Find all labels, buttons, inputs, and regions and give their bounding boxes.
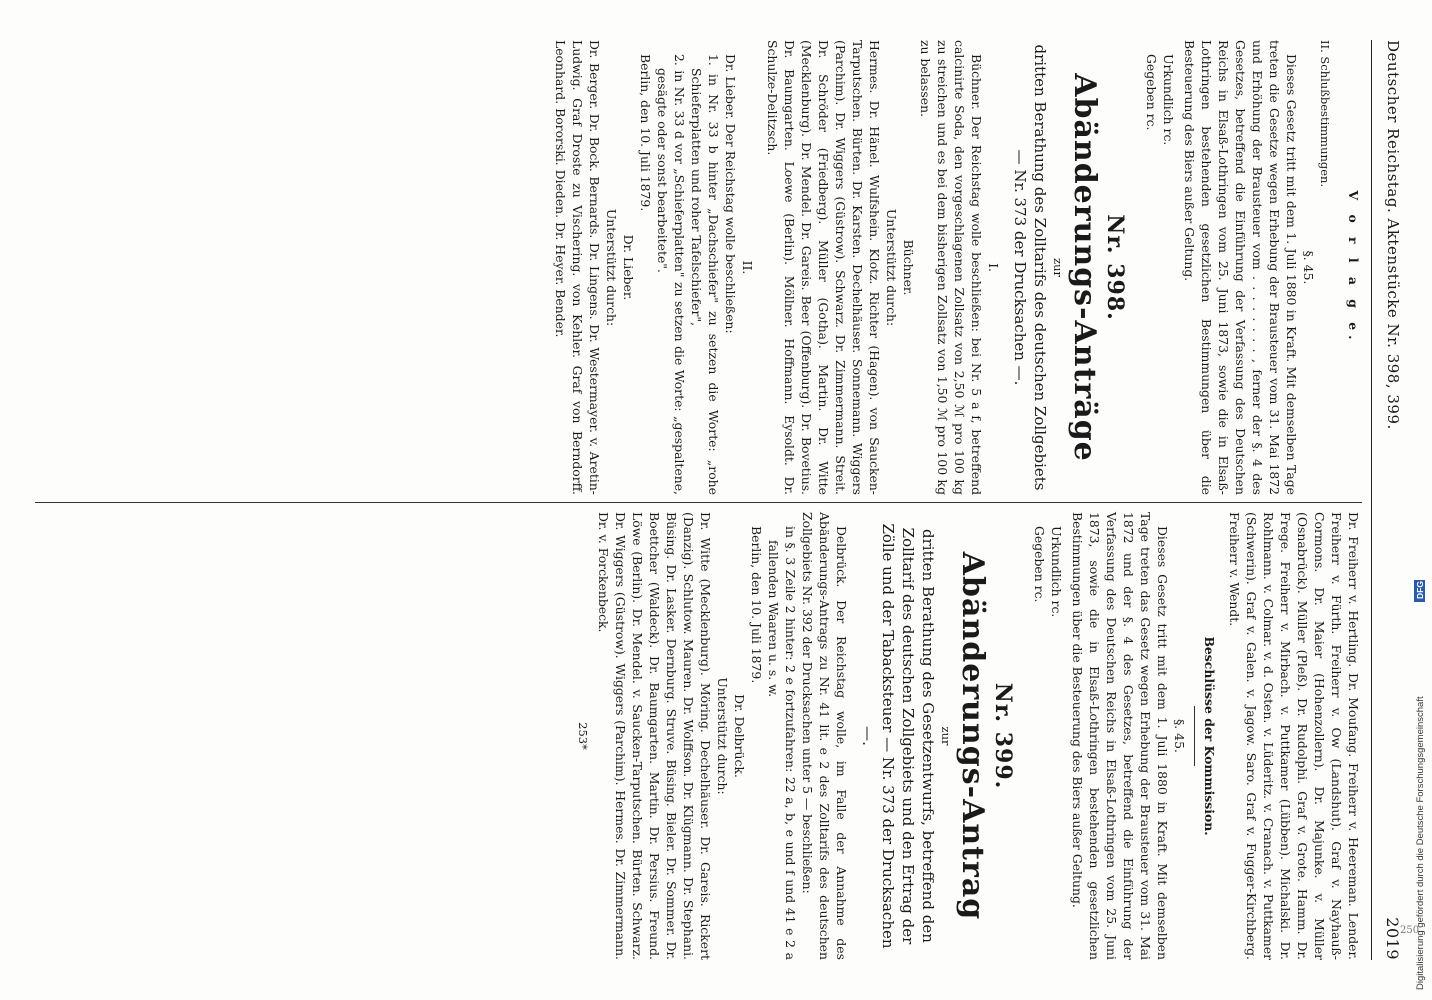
supported-by-label: Unterstützt durch: — [884, 208, 899, 327]
closing-line: Gegeben rc. — [1144, 54, 1159, 131]
document-number: Nr. 399. — [990, 682, 1016, 790]
document-title: Abänderungs-Antrag — [955, 551, 990, 921]
header-title: Deutscher Reichstag. Aktenstücke Nr. 398, 399. — [1384, 40, 1402, 430]
document-subtitle: dritten Berathung des Zolltarifs des deutschen Zollgebiets — Nr. 373 der Drucksachen —. — [1011, 44, 1049, 491]
column-divider — [35, 502, 1362, 503]
dfg-stamp-text: Digitalisierung gefördert durch die Deutsche Forschungsgemeinschaft — [1415, 696, 1426, 990]
dfg-logo-text: DFG — [1415, 581, 1425, 599]
motion-item: in §. 3 Zeile 2 hinter: 2 e fortzufahren: 22 a, b, e und f und 41 e 2 a fallenden Waaren u. s. w. — [766, 526, 798, 960]
section-heading: II. Schlußbestimmungen. — [1318, 40, 1332, 188]
supported-by-label: Unterstützt durch: — [715, 677, 730, 795]
document-title: Abänderungs-Anträge — [1067, 73, 1102, 462]
motion-item: 1. in Nr. 33 b hinter „Dachschiefer" zu setzen die Worte: „rohe Schieferplatten und roher Tafelschiefer", — [689, 54, 721, 495]
document-zur: zur — [939, 726, 953, 746]
paragraph-text: Dieses Gesetz tritt mit dem 1. Juli 1880 in Kraft. Mit demselben Tage treten das Gesetz wegen Erhebung der Brausteuer vom 31. Mai 1872 und der §. 4 des Gesetzes, betreffend die Einführung der Verfassung des Deutschen Reichs in Elsaß-Lothringen vom 25. Juni 1873, sowie die in Elsaß-Lothringen bestehenden gesetzlichen Bestimmungen über die Besteuerung des Biers außer Geltung. — [1070, 512, 1170, 960]
corner-mark: 250 — [1400, 925, 1420, 936]
supporters-list: Dr. Witte (Mecklenburg). Möring. Dechelhäuser. Dr. Gareis. Rickert (Danzig). Schlutow. Mauren. Dr. Wolffson. Dr. Klügmann. Dr. Stephani. Büsing. Dr. Lasker. Dernburg. Struve. Büsing. Bieler. Dr. Sommer. Dr. Boettcher (Waldeck). Dr. Baumgarten. Martin. Dr. Persius. Freund. Löwe (Berlin). Dr. Mendel. v. Saucken-Tarputschen. Bürten. Schwarz. Dr. Wiggers (Güstrow). Wiggers (Parchim). Hermes. Dr. Zimmermann. Dr. v. Forckenbeck. — [596, 512, 713, 960]
signature: Büchner. — [901, 239, 916, 296]
document-number: Nr. 398. — [1102, 214, 1128, 321]
supporters-list: Hermes. Dr. Hänel. Wulfshein. Klotz. Richter (Hagen). von Saucken-Tarputschen. Bürten. Dr. Karsten. Dechelhäuser. Sonnemann. Wiggers (Parchim). Dr. Wiggers (Güstrow). Schwarz. Dr. Zimmermann. Streit. Dr. Schröder (Friedberg). Müller (Gotha). Martin. Dr. Witte (Mecklenburg). Dr. Mendel. Dr. Gareis. Beer (Offenburg). Dr. Bovetius. Dr. Baumgarten. Loewe (Berlin). Möllner. Hoffmann. Eysoldt. Dr. Schulze-Delitzsch. — [765, 40, 882, 495]
paragraph-text: Dieses Gesetz tritt mit dem 1. Juli 1880 in Kraft. Mit demselben Tage treten die Gesetze wegen Erhebung der Brausteuer vom 31. Mai 1872 und Erhöhung der Brausteuer vom . . . . . . . . , ferner der §. 4 des Gesetzes, betreffend die Einführung der Verfassung des Deutschen Reichs in Elsaß-Lothringen vom 25. Juni 1873, sowie die in Elsaß-Lothringen bestehenden gesetzlichen Bestimmungen über die Besteuerung des Biers außer Geltung. — [1182, 40, 1299, 495]
left-column — [20, 40, 1362, 495]
running-header — [1371, 40, 1402, 960]
commission-heading: Beschlüsse der Kommission. — [1202, 636, 1217, 836]
roman-numeral: I. — [986, 263, 1001, 272]
motion-text: Dr. Lieber. Der Reichstag wolle beschließen: — [723, 54, 738, 334]
right-column — [20, 512, 1362, 960]
footer-mark: 253* — [576, 722, 590, 750]
paragraph-number: §. 45. — [1172, 719, 1187, 753]
vorlage-heading: V o r l a g e. — [1346, 190, 1361, 345]
divider — [1194, 706, 1195, 766]
signature: Dr. Lieber. — [621, 234, 636, 301]
motion-item: 2. in Nr. 33 d vor „Schieferplatten" zu setzen die Worte: „gespaltene, gesägte oder sonst bearbeitete". — [655, 54, 687, 495]
closing-line: Urkundlich rc. — [1049, 526, 1064, 618]
motion-date: Berlin, den 10. Juli 1879. — [749, 526, 764, 684]
document-subtitle: dritten Berathung des Gesetzentwurfs, betreffend den Zolltarif des deutschen Zollgebiets und den Ertrag der Zölle und der Tabacksteuer — Nr. 373 der Drucksachen —. — [859, 523, 937, 949]
dfg-stamp — [1414, 30, 1426, 990]
supporters-list: Dr. Berger. Dr. Bock. Bernards. Dr. Lingens. Dr. Westermayer. v. Aretin-Ludwig. Graf Droste zu Vischering. von Kehler. Graf von Berndorff. Leonhard. Bororski. Dieden. Dr. Heyer. Bender. — [553, 40, 602, 495]
closing-line: Urkundlich rc. — [1161, 54, 1176, 146]
motion-text: Delbrück. Der Reichstag wolle, im Falle der Annahme des Abänderungs-Antrags zu Nr. 41 lit. e 2 des Zolltarifs des deutschen Zollgebiets Nr. 392 der Drucksachen unter 5 — beschließen: — [800, 512, 849, 960]
roman-numeral: II. — [740, 260, 755, 275]
supporters-list: Dr. Freiherr v. Hertling. Dr. Moufang. Freiherr v. Heereman. Lender. Freiherr v. Fürth. Freiherr v. Ow (Landshut). Graf v. Nayhauß-Cormons. Dr. Maier (Hohenzollern). Dr. Majunke. v. Müller (Osnabrück). Müller (Pleß). Dr. Rudolphi. Graf v. Grote. Hamm. Dr. Frege. Freiherr v. Mirbach. v. Puttkamer (Lübben). Michalski. Dr. Rohlmann. v. Colmar. v. d. Osten. v. Lüderitz. v. Cranach. v. Puttkamer (Schwerin). Graf v. Galen. v. Jagow. Saro. Graf v. Fugger-Kirchberg. Freiherr v. Wendt. — [1227, 512, 1361, 960]
dfg-stamp-graphic — [1414, 30, 1426, 990]
paragraph-number: §. 45. — [1301, 250, 1316, 285]
signature: Dr. Delbrück. — [732, 694, 747, 778]
closing-line: Gegeben rc. — [1032, 526, 1047, 603]
supported-by-label: Unterstützt durch: — [604, 208, 619, 327]
page-number: 2019 — [1383, 917, 1402, 960]
document-zur: zur — [1051, 258, 1065, 277]
motion-text: Büchner. Der Reichstag wolle beschließen: bei Nr. 5 a f, betreffend calcinirte Soda, den vorgeschlagenen Zollsatz von 2,50 ℳ pro 100 kg zu streichen und es bei dem bisherigen Zollsatz von 1,50 ℳ pro 100 kg zu belassen. — [918, 40, 984, 495]
motion-date: Berlin, den 10. Juli 1879. — [638, 54, 653, 212]
